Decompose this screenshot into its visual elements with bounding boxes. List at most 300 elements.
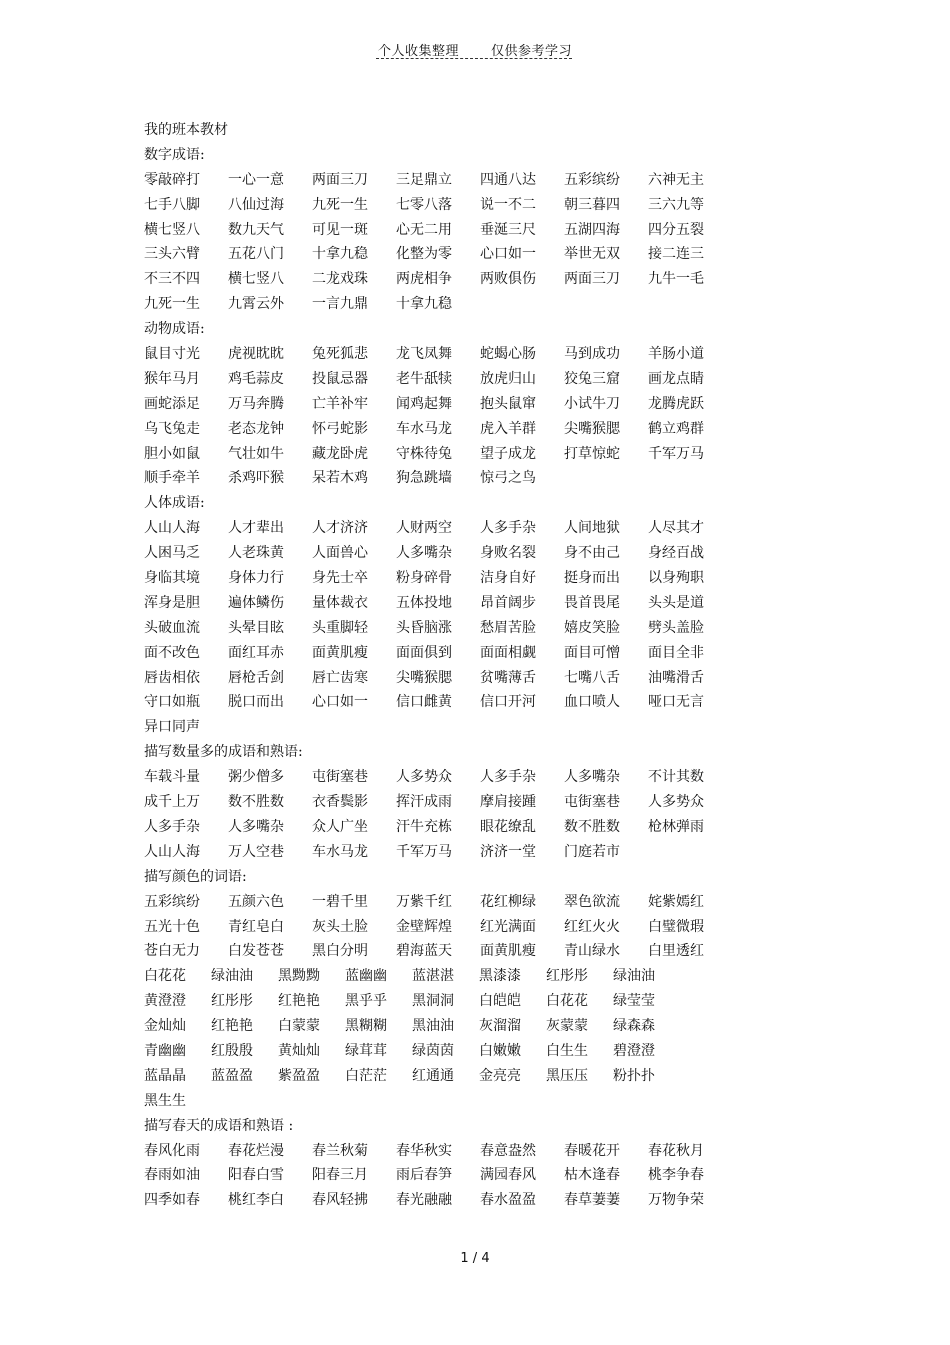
idiom-row <box>144 541 784 566</box>
idiom-item: 白茫茫 <box>345 1067 387 1084</box>
idiom-item: 虎视眈眈 <box>228 346 284 363</box>
idiom-item: 黑油油 <box>412 1018 454 1035</box>
idiom-item: 头晕目眩 <box>228 619 284 636</box>
idiom-item: 春华秋实 <box>396 1142 452 1159</box>
idiom-item: 绿茸茸 <box>345 1042 387 1059</box>
idiom-item: 气壮如牛 <box>228 445 284 462</box>
idiom-item: 春雨如油 <box>144 1167 200 1184</box>
idiom-row <box>144 666 784 691</box>
idiom-item: 心口如一 <box>312 694 368 711</box>
idiom-item: 守株待兔 <box>396 445 452 462</box>
idiom-item: 亡羊补牢 <box>312 395 368 412</box>
idiom-row <box>144 168 784 193</box>
section <box>144 740 784 864</box>
idiom-item: 龙腾虎跃 <box>648 395 704 412</box>
section <box>144 317 784 491</box>
idiom-item: 济济一堂 <box>480 843 536 860</box>
idiom-item: 数九天气 <box>228 221 284 238</box>
section <box>144 865 784 965</box>
idiom-item: 两败俱伤 <box>480 271 536 288</box>
idiom-item: 春光融融 <box>396 1192 452 1209</box>
idiom-item: 人多手杂 <box>480 520 536 537</box>
idiom-item: 灰蒙蒙 <box>546 1018 588 1035</box>
idiom-item: 头破血流 <box>144 619 200 636</box>
idiom-item: 蓝盈盈 <box>211 1067 253 1084</box>
idiom-row <box>144 292 784 317</box>
idiom-item: 五体投地 <box>396 594 452 611</box>
idiom-item: 垂涎三尺 <box>480 221 536 238</box>
idiom-item: 五颜六色 <box>228 893 284 910</box>
idiom-item: 五湖四海 <box>564 221 620 238</box>
idiom-item: 老态龙钟 <box>228 420 284 437</box>
idiom-item: 心无二用 <box>396 221 452 238</box>
section-heading: 描写春天的成语和熟语 : <box>144 1117 294 1134</box>
idiom-item: 头重脚轻 <box>312 619 368 636</box>
idiom-item: 七零八落 <box>396 196 452 213</box>
idiom-item: 兔死狐悲 <box>312 346 368 363</box>
idiom-item: 鼠目寸光 <box>144 346 200 363</box>
idiom-item: 面面相觑 <box>480 644 536 661</box>
idiom-item: 黑生生 <box>144 1092 186 1109</box>
idiom-item: 万人空巷 <box>228 843 284 860</box>
idiom-item: 九死一生 <box>312 196 368 213</box>
idiom-item: 蓝晶晶 <box>144 1067 186 1084</box>
idiom-item: 红通通 <box>412 1067 454 1084</box>
idiom-item: 说一不二 <box>480 196 536 213</box>
idiom-item: 贫嘴薄舌 <box>480 669 536 686</box>
idiom-item: 接二连三 <box>648 246 704 263</box>
idiom-item: 身临其境 <box>144 570 200 587</box>
idiom-item: 鸡毛蒜皮 <box>228 370 284 387</box>
idiom-item: 嬉皮笑脸 <box>564 619 620 636</box>
idiom-item: 灰溜溜 <box>479 1018 521 1035</box>
idiom-item: 唇齿相依 <box>144 669 200 686</box>
idiom-item: 两面三刀 <box>564 271 620 288</box>
idiom-item: 黑漆漆 <box>479 968 521 985</box>
idiom-item: 春花秋月 <box>648 1142 704 1159</box>
idiom-item: 青山绿水 <box>564 943 620 960</box>
section <box>144 1114 784 1214</box>
idiom-item: 粉身碎骨 <box>396 570 452 587</box>
idiom-item: 狡兔三窟 <box>564 370 620 387</box>
idiom-item: 众人广坐 <box>312 818 368 835</box>
idiom-item: 阳春白雪 <box>228 1167 284 1184</box>
idiom-item: 碧澄澄 <box>613 1042 655 1059</box>
idiom-item: 身体力行 <box>228 570 284 587</box>
idiom-row <box>144 1163 784 1188</box>
section-heading: 描写颜色的词语: <box>144 868 247 885</box>
idiom-item: 红艳艳 <box>211 1018 253 1035</box>
idiom-item: 黑洞洞 <box>412 993 454 1010</box>
section-heading: 数字成语: <box>144 146 205 163</box>
idiom-item: 红红火火 <box>564 918 620 935</box>
idiom-row <box>144 715 784 740</box>
idiom-item: 春暖花开 <box>564 1142 620 1159</box>
idiom-item: 昂首阔步 <box>480 594 536 611</box>
idiom-item: 黑糊糊 <box>345 1018 387 1035</box>
sections <box>144 143 784 1213</box>
idiom-item: 红殷殷 <box>211 1042 253 1059</box>
idiom-item: 翠色欲流 <box>564 893 620 910</box>
idiom-item: 人多嘴杂 <box>228 818 284 835</box>
idiom-item: 挥汗成雨 <box>396 794 452 811</box>
idiom-item: 杀鸡吓猴 <box>228 470 284 487</box>
idiom-item: 量体裁衣 <box>312 594 368 611</box>
idiom-row <box>144 939 784 964</box>
idiom-item: 画龙点睛 <box>648 370 704 387</box>
idiom-item: 横七竖八 <box>144 221 200 238</box>
idiom-item: 白发苍苍 <box>228 943 284 960</box>
section-heading: 人体成语: <box>144 495 205 512</box>
idiom-row <box>144 442 784 467</box>
idiom-row <box>144 915 784 940</box>
header-right-text: 仅供参考学习 <box>491 44 573 59</box>
idiom-row <box>144 989 784 1014</box>
idiom-item: 金亮亮 <box>479 1067 521 1084</box>
idiom-item: 身先士卒 <box>312 570 368 587</box>
idiom-item: 面目全非 <box>648 644 704 661</box>
idiom-item: 五花八门 <box>228 246 284 263</box>
idiom-item: 头昏脑涨 <box>396 619 452 636</box>
idiom-item: 蓝幽幽 <box>345 968 387 985</box>
idiom-item: 虎入羊群 <box>480 420 536 437</box>
idiom-item: 二龙戏珠 <box>312 271 368 288</box>
idiom-item: 白生生 <box>546 1042 588 1059</box>
section-heading: 描写数量多的成语和熟语: <box>144 744 303 761</box>
idiom-item: 红彤彤 <box>546 968 588 985</box>
idiom-item: 花红柳绿 <box>480 893 536 910</box>
idiom-item: 怀弓蛇影 <box>312 420 368 437</box>
idiom-item: 横七竖八 <box>228 271 284 288</box>
idiom-item: 四分五裂 <box>648 221 704 238</box>
idiom-row <box>144 964 784 989</box>
idiom-item: 青幽幽 <box>144 1042 186 1059</box>
idiom-row <box>144 641 784 666</box>
idiom-item: 红彤彤 <box>211 993 253 1010</box>
idiom-row <box>144 1139 784 1164</box>
idiom-item: 人财两空 <box>396 520 452 537</box>
idiom-row <box>144 690 784 715</box>
idiom-item: 三头六臂 <box>144 246 200 263</box>
idiom-item: 绿莹莹 <box>613 993 655 1010</box>
idiom-item: 守口如瓶 <box>144 694 200 711</box>
idiom-item: 春兰秋菊 <box>312 1142 368 1159</box>
idiom-item: 三六九等 <box>648 196 704 213</box>
idiom-item: 车水马龙 <box>312 843 368 860</box>
idiom-item: 唇亡齿寒 <box>312 669 368 686</box>
idiom-item: 四季如春 <box>144 1192 200 1209</box>
section <box>144 143 784 317</box>
idiom-item: 车载斗量 <box>144 769 200 786</box>
idiom-item: 千军万马 <box>648 445 704 462</box>
section <box>144 491 784 740</box>
idiom-item: 信口开河 <box>480 694 536 711</box>
idiom-item: 满园春风 <box>480 1167 536 1184</box>
idiom-item: 身败名裂 <box>480 545 536 562</box>
idiom-item: 五彩缤纷 <box>144 893 200 910</box>
idiom-item: 蛇蝎心肠 <box>480 346 536 363</box>
idiom-row <box>144 566 784 591</box>
idiom-item: 枪林弹雨 <box>648 818 704 835</box>
idiom-item: 人山人海 <box>144 843 200 860</box>
idiom-item: 衣香鬓影 <box>312 794 368 811</box>
idiom-item: 尖嘴猴腮 <box>396 669 452 686</box>
idiom-row <box>144 1014 784 1039</box>
idiom-item: 零敲碎打 <box>144 171 200 188</box>
section <box>144 964 784 1113</box>
idiom-item: 劈头盖脸 <box>648 619 704 636</box>
idiom-item: 尖嘴猴腮 <box>564 420 620 437</box>
idiom-item: 人老珠黄 <box>228 545 284 562</box>
idiom-item: 不计其数 <box>648 769 704 786</box>
idiom-item: 可见一斑 <box>312 221 368 238</box>
idiom-item: 一碧千里 <box>312 893 368 910</box>
idiom-item: 人间地狱 <box>564 520 620 537</box>
idiom-item: 屯街塞巷 <box>312 769 368 786</box>
idiom-item: 五彩缤纷 <box>564 171 620 188</box>
idiom-item: 万紫千红 <box>396 893 452 910</box>
idiom-item: 九死一生 <box>144 296 200 313</box>
idiom-item: 四通八达 <box>480 171 536 188</box>
idiom-item: 阳春三月 <box>312 1167 368 1184</box>
idiom-item: 投鼠忌器 <box>312 370 368 387</box>
idiom-item: 面面俱到 <box>396 644 452 661</box>
idiom-item: 绿油油 <box>613 968 655 985</box>
idiom-item: 七手八脚 <box>144 196 200 213</box>
idiom-item: 万物争荣 <box>648 1192 704 1209</box>
idiom-row <box>144 242 784 267</box>
idiom-item: 两面三刀 <box>312 171 368 188</box>
idiom-row <box>144 342 784 367</box>
idiom-item: 狗急跳墙 <box>396 470 452 487</box>
idiom-item: 白蒙蒙 <box>278 1018 320 1035</box>
idiom-item: 以身殉职 <box>648 570 704 587</box>
idiom-item: 姹紫嫣红 <box>648 893 704 910</box>
idiom-item: 哑口无言 <box>648 694 704 711</box>
idiom-item: 红光满面 <box>480 918 536 935</box>
idiom-item: 粥少僧多 <box>228 769 284 786</box>
idiom-item: 黑黝黝 <box>278 968 320 985</box>
idiom-item: 老牛舐犊 <box>396 370 452 387</box>
idiom-item: 九霄云外 <box>228 296 284 313</box>
page-header <box>0 40 950 59</box>
idiom-item: 呆若木鸡 <box>312 470 368 487</box>
section-heading: 动物成语: <box>144 321 205 338</box>
idiom-item: 枯木逢春 <box>564 1167 620 1184</box>
idiom-item: 畏首畏尾 <box>564 594 620 611</box>
idiom-item: 苍白无力 <box>144 943 200 960</box>
idiom-item: 一心一意 <box>228 171 284 188</box>
idiom-item: 面目可憎 <box>564 644 620 661</box>
idiom-item: 数不胜数 <box>228 794 284 811</box>
idiom-item: 绿森森 <box>613 1018 655 1035</box>
idiom-item: 人面兽心 <box>312 545 368 562</box>
idiom-row <box>144 815 784 840</box>
idiom-item: 春草萋萋 <box>564 1192 620 1209</box>
idiom-item: 眼花缭乱 <box>480 818 536 835</box>
idiom-item: 黑压压 <box>546 1067 588 1084</box>
idiom-item: 身不由己 <box>564 545 620 562</box>
idiom-row <box>144 765 784 790</box>
idiom-item: 羊肠小道 <box>648 346 704 363</box>
idiom-row <box>144 591 784 616</box>
idiom-item: 举世无双 <box>564 246 620 263</box>
idiom-row <box>144 193 784 218</box>
idiom-item: 白璧微瑕 <box>648 918 704 935</box>
document-body <box>144 118 784 1213</box>
idiom-item: 蓝湛湛 <box>412 968 454 985</box>
idiom-item: 闻鸡起舞 <box>396 395 452 412</box>
idiom-item: 五光十色 <box>144 918 200 935</box>
idiom-row <box>144 417 784 442</box>
idiom-row <box>144 367 784 392</box>
idiom-item: 人多势众 <box>648 794 704 811</box>
idiom-item: 绿茵茵 <box>412 1042 454 1059</box>
idiom-item: 两虎相争 <box>396 271 452 288</box>
idiom-item: 猴年马月 <box>144 370 200 387</box>
idiom-item: 放虎归山 <box>480 370 536 387</box>
idiom-item: 脱口而出 <box>228 694 284 711</box>
idiom-item: 成千上万 <box>144 794 200 811</box>
idiom-item: 头头是道 <box>648 594 704 611</box>
idiom-item: 灰头土脸 <box>312 918 368 935</box>
idiom-item: 马到成功 <box>564 346 620 363</box>
idiom-item: 汗牛充栋 <box>396 818 452 835</box>
idiom-item: 春意盎然 <box>480 1142 536 1159</box>
idiom-item: 胆小如鼠 <box>144 445 200 462</box>
idiom-item: 异口同声 <box>144 719 200 736</box>
idiom-item: 绿油油 <box>211 968 253 985</box>
idiom-row <box>144 392 784 417</box>
idiom-item: 雨后春笋 <box>396 1167 452 1184</box>
idiom-item: 千军万马 <box>396 843 452 860</box>
idiom-item: 人尽其才 <box>648 520 704 537</box>
idiom-item: 七嘴八舌 <box>564 669 620 686</box>
idiom-item: 乌飞兔走 <box>144 420 200 437</box>
idiom-item: 三足鼎立 <box>396 171 452 188</box>
idiom-item: 金壁辉煌 <box>396 918 452 935</box>
idiom-item: 信口雌黄 <box>396 694 452 711</box>
idiom-item: 黑白分明 <box>312 943 368 960</box>
idiom-row <box>144 267 784 292</box>
idiom-item: 车水马龙 <box>396 420 452 437</box>
idiom-item: 桃李争春 <box>648 1167 704 1184</box>
idiom-item: 面黄肌瘦 <box>480 943 536 960</box>
idiom-item: 桃红李白 <box>228 1192 284 1209</box>
idiom-row <box>144 790 784 815</box>
idiom-item: 九牛一毛 <box>648 271 704 288</box>
idiom-item: 金灿灿 <box>144 1018 186 1035</box>
idiom-item: 打草惊蛇 <box>564 445 620 462</box>
idiom-item: 红艳艳 <box>278 993 320 1010</box>
idiom-item: 小试牛刀 <box>564 395 620 412</box>
idiom-row <box>144 1188 784 1213</box>
idiom-item: 碧海蓝天 <box>396 943 452 960</box>
idiom-item: 油嘴滑舌 <box>648 669 704 686</box>
idiom-item: 顺手牵羊 <box>144 470 200 487</box>
idiom-item: 面黄肌瘦 <box>312 644 368 661</box>
idiom-item: 惊弓之鸟 <box>480 470 536 487</box>
idiom-item: 万马奔腾 <box>228 395 284 412</box>
idiom-item: 屯街塞巷 <box>564 794 620 811</box>
idiom-item: 面红耳赤 <box>228 644 284 661</box>
idiom-item: 愁眉苦脸 <box>480 619 536 636</box>
idiom-item: 面不改色 <box>144 644 200 661</box>
idiom-item: 龙飞凤舞 <box>396 346 452 363</box>
header-rule <box>376 58 572 59</box>
idiom-row <box>144 516 784 541</box>
idiom-item: 人多嘴杂 <box>396 545 452 562</box>
idiom-item: 春风轻拂 <box>312 1192 368 1209</box>
idiom-item: 望子成龙 <box>480 445 536 462</box>
idiom-item: 春花烂漫 <box>228 1142 284 1159</box>
idiom-row <box>144 890 784 915</box>
idiom-item: 藏龙卧虎 <box>312 445 368 462</box>
idiom-item: 朝三暮四 <box>564 196 620 213</box>
idiom-item: 人才济济 <box>312 520 368 537</box>
idiom-item: 六神无主 <box>648 171 704 188</box>
idiom-item: 人困马乏 <box>144 545 200 562</box>
idiom-item: 粉扑扑 <box>613 1067 655 1084</box>
idiom-item: 心口如一 <box>480 246 536 263</box>
idiom-item: 春水盈盈 <box>480 1192 536 1209</box>
idiom-item: 人才辈出 <box>228 520 284 537</box>
idiom-item: 挺身而出 <box>564 570 620 587</box>
idiom-item: 一言九鼎 <box>312 296 368 313</box>
idiom-item: 人多手杂 <box>480 769 536 786</box>
idiom-item: 化整为零 <box>396 246 452 263</box>
idiom-item: 白里透红 <box>648 943 704 960</box>
header-left-text: 个人收集整理 <box>377 44 459 59</box>
idiom-item: 春风化雨 <box>144 1142 200 1159</box>
idiom-item: 遍体鳞伤 <box>228 594 284 611</box>
idiom-item: 黄灿灿 <box>278 1042 320 1059</box>
idiom-item: 人多手杂 <box>144 818 200 835</box>
idiom-item: 浑身是胆 <box>144 594 200 611</box>
idiom-item: 数不胜数 <box>564 818 620 835</box>
idiom-item: 摩肩接踵 <box>480 794 536 811</box>
idiom-item: 血口喷人 <box>564 694 620 711</box>
idiom-row <box>144 1039 784 1064</box>
idiom-item: 十拿九稳 <box>396 296 452 313</box>
idiom-item: 白花花 <box>546 993 588 1010</box>
idiom-item: 黑乎乎 <box>345 993 387 1010</box>
idiom-item: 人多势众 <box>396 769 452 786</box>
idiom-item: 唇枪舌剑 <box>228 669 284 686</box>
idiom-row <box>144 466 784 491</box>
idiom-item: 不三不四 <box>144 271 200 288</box>
idiom-row <box>144 218 784 243</box>
document-title: 我的班本教材 <box>144 122 228 138</box>
idiom-item: 白花花 <box>144 968 186 985</box>
idiom-item: 鹤立鸡群 <box>648 420 704 437</box>
idiom-row <box>144 1064 784 1089</box>
page-number: 1 / 4 <box>460 1251 490 1266</box>
idiom-item: 人多嘴杂 <box>564 769 620 786</box>
idiom-item: 黄澄澄 <box>144 993 186 1010</box>
idiom-item: 人山人海 <box>144 520 200 537</box>
idiom-row <box>144 1089 784 1114</box>
idiom-row <box>144 616 784 641</box>
idiom-item: 白嫩嫩 <box>479 1042 521 1059</box>
idiom-item: 紫盈盈 <box>278 1067 320 1084</box>
idiom-item: 抱头鼠窜 <box>480 395 536 412</box>
idiom-item: 画蛇添足 <box>144 395 200 412</box>
idiom-item: 门庭若市 <box>564 843 620 860</box>
idiom-item: 十拿九稳 <box>312 246 368 263</box>
idiom-row <box>144 840 784 865</box>
idiom-item: 洁身自好 <box>480 570 536 587</box>
